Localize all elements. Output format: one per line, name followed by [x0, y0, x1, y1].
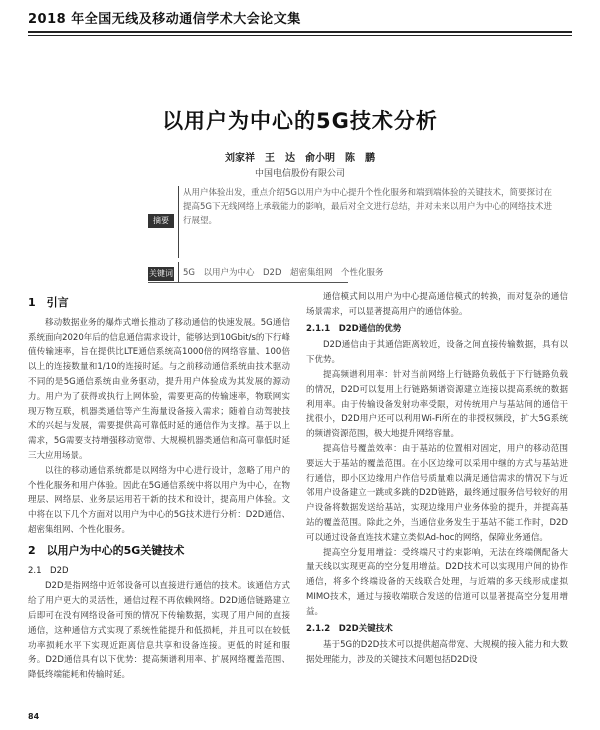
paragraph: 提高频谱利用率：针对当前网络上行链路负载低于下行链路负载的情况，D2D可以复用上行链路频谱资源建立连接以提高系统的数据利用率。由于传输设备发射功率受限，对传统用户与基站间的通信干扰很小，D2D用户还可以利用Wi-Fi所在的非授权频段，扩大5G系统的频谱资源范围，极大地提升网络容量。 [306, 369, 568, 440]
body-column-left [28, 290, 290, 683]
subsection-heading: 2.1 D2D [28, 565, 69, 576]
subsubsection-heading: 2.1.2 D2D关键技术 [306, 623, 393, 634]
paragraph: 提高空分复用增益：受终端尺寸约束影响，无法在终端侧配备大量天线以实现更高的空分复用增益。D2D技术可以实现用户间的协作通信，将多个终端设备的天线联合处理，与近端的多天线形成虚拟MIMO技术，通过与接收端联合发送的信道可以显著提高空分复用增益。 [306, 547, 568, 617]
abstract-divider [178, 186, 179, 258]
subsubsection-heading: 2.1.1 D2D通信的优势 [306, 323, 402, 334]
abstract-label: 摘要 [148, 214, 174, 228]
body-column-right [306, 290, 568, 668]
running-header: 2018 年全国无线及移动通信学术大会论文集 [28, 12, 301, 27]
paragraph: 通信模式间以用户为中心提高通信模式的转换，而对复杂的通信场景需求，可以显著提高用户的通信体验。 [306, 292, 568, 317]
header-rule [28, 31, 572, 33]
section-heading: 2 以用户为中心的5G关键技术 [28, 543, 185, 557]
keywords-underline [148, 282, 348, 283]
section-heading: 1 引言 [28, 296, 69, 309]
page-number: 84 [28, 712, 40, 721]
paper-title: 以用户为中心的5G技术分析 [162, 109, 438, 133]
keywords-label: 关键词 [148, 267, 174, 281]
author-list: 刘家祥 王 达 俞小明 陈 鹏 [225, 153, 375, 164]
paragraph: D2D通信由于其通信距离较近，设备之间直接传输数据，具有以下优势。 [306, 340, 568, 366]
keywords-divider [178, 262, 179, 282]
paragraph: 基于5G的D2D技术可以提供超高带宽、大规模的接入能力和大数据处理能力，涉及的关键技术问题包括D2D设 [306, 640, 568, 666]
paragraph: D2D是指网络中近邻设备可以直接进行通信的技术。该通信方式给了用户更大的灵活性，通信过程不再依赖网络。D2D通信链路建立后即可在没有网络设备可预的情况下传输数据，实现了用户间的直接通信，这种通信方式实现了系统性能提升和低损耗，并且可以在较低功率损耗水平下实现近距离信息共享和设备连接。更低的时延和服务。D2D通信具有以下优势：提高频谱利用率、扩展网络覆盖范围、降低终端能耗和传输时延。 [28, 581, 290, 681]
paragraph: 移动数据业务的爆炸式增长推动了移动通信的快速发展。5G通信系统面向2020年后的信息通信需求设计，能够达到10Gbit/s的下行峰值传输速率，旨在提供比LTE通信系统高1000倍的网络容量、100倍以上的连接数量和1/10的连接时延。与之前移动通信系统由技术驱动不同的是5G通信系统由业务驱动，提升用户体验成为其发展的源动力。用户为了获得或执行上网体验，需要更高的传输速率，物联网实现万物互联，机器类通信等产生海量设备接入需求；随着自动驾驶技术的兴起与发展，需要提供高可靠低时延的通信作为支撑。基于以上需求，5G需要支持增强移动宽带、大规模机器类通信和高可靠低时延三大应用场景。 [28, 317, 290, 461]
header-rule-thin [28, 35, 572, 36]
keywords-text: 5G 以用户为中心 D2D 超密集组网 个性化服务 [183, 268, 384, 278]
abstract-text: 从用户体验出发，重点介绍5G以用户为中心提升个性化服务和端到端体验的关键技术，简要探讨在提高5G下无线网络上承载能力的影响，最后对全文进行总结，并对未来以用户为中心的网络技术进行展望。 [183, 188, 552, 226]
paragraph: 提高信号覆盖效率：由于基站的位置相对固定，用户的移动范围要远大于基站的覆盖范围。在小区边缘可以采用中继的方式与基站进行通信，即小区边缘用户作信号质量难以满足通信需求的情况下与近邻用户设备建立一跳或多跳的D2D链路，最终通过服务信号较好的用户设备将数据发送给基站，实现边缘用户业务体验的提升，并提高基站的覆盖范围。除此之外，当通信业务发生于基站不能工作时，D2D可以通过设备直连技术建立类似Ad-hoc的网络，保障业务通信。 [306, 443, 568, 543]
author-affiliation: 中国电信股份有限公司 [254, 169, 345, 179]
paragraph: 以往的移动通信系统都是以网络为中心进行设计，忽略了用户的个性化服务和用户体验。因此在5G通信系统中将以用户为中心，在物理层、网络层、业务层运用若干新的技术和设计，提高用户体验。文中将在以下几个方面对以用户为中心的5G技术进行分析：D2D通信、超密集组网、个性化服务。 [28, 465, 290, 535]
